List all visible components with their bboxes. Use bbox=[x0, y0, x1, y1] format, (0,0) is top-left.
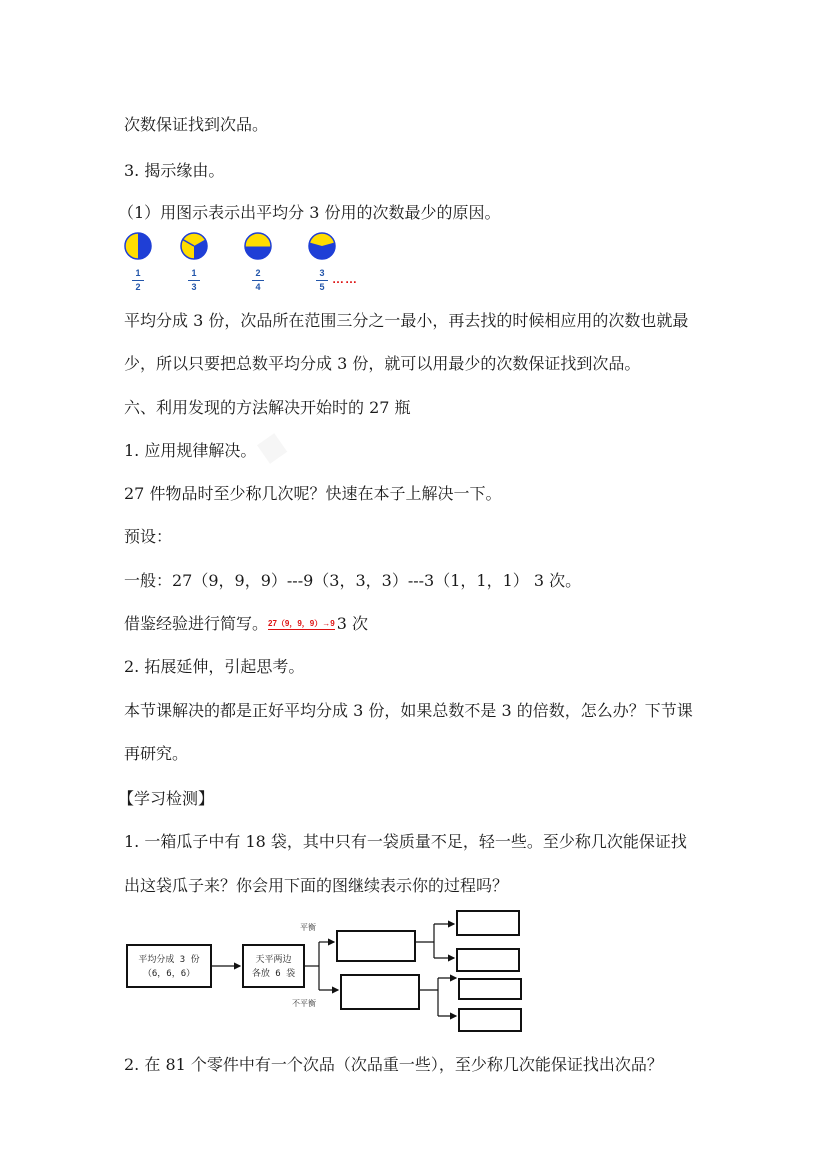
flow-box-balance bbox=[242, 944, 305, 988]
text-line: 再研究。 bbox=[124, 744, 189, 763]
text-fragment: 借鉴经验进行简写。 bbox=[124, 614, 269, 633]
fraction-label: 2 4 bbox=[244, 268, 272, 293]
text-line: 平均分成 3 份，次品所在范围三分之一最小，再去找的时候相应用的次数也就最 bbox=[124, 311, 689, 330]
section-heading: 六、利用发现的方法解决开始时的 27 瓶 bbox=[124, 398, 411, 417]
section-heading: 2. 拓展延伸，引起思考。 bbox=[124, 657, 305, 676]
flow-box-text: 平均分成 3 份 bbox=[138, 955, 200, 965]
text-line: 27 件物品时至少称几次呢？快速在本子上解决一下。 bbox=[124, 484, 502, 503]
flow-box-text: （6，6，6） bbox=[142, 969, 196, 979]
shorthand-formula: 27（9，9，9）→9 bbox=[268, 619, 335, 628]
pie-one-half bbox=[124, 232, 152, 260]
text-line: 次数保证找到次品。 bbox=[124, 115, 269, 134]
flow-box-empty bbox=[456, 948, 520, 972]
section-heading: 【学习检测】 bbox=[118, 789, 215, 808]
unbalanced-label: 不平衡 bbox=[292, 999, 316, 1008]
pie-two-quarters bbox=[244, 232, 272, 260]
text-line: 一般：27（9，9，9）---9（3，3，3）---3（1，1，1） 3 次。 bbox=[124, 571, 582, 590]
text-line bbox=[124, 613, 368, 635]
text-fragment: 3 次 bbox=[336, 614, 368, 633]
balanced-label: 平衡 bbox=[300, 923, 316, 932]
flow-box-text: 各放 6 袋 bbox=[251, 969, 296, 979]
pie-three-fifths bbox=[308, 232, 336, 260]
fraction-label: 3 5 bbox=[308, 268, 336, 293]
text-line: 1. 一箱瓜子中有 18 袋，其中只有一袋质量不足，轻一些。至少称几次能保证找 bbox=[124, 832, 687, 851]
flow-box-text: 天平两边 bbox=[255, 955, 292, 965]
fraction-pie-figure bbox=[124, 232, 384, 300]
fraction-dots: …… bbox=[332, 272, 358, 286]
text-line: 预设： bbox=[124, 527, 173, 546]
flow-box-empty bbox=[456, 910, 520, 936]
fraction-label: 1 2 bbox=[124, 268, 152, 293]
flow-box-empty bbox=[458, 1008, 522, 1032]
text-line: 本节课解决的都是正好平均分成 3 份，如果总数不是 3 的倍数，怎么办？下节课 bbox=[124, 701, 693, 720]
flow-box-divide bbox=[126, 944, 212, 988]
text-line: 出这袋瓜子来？你会用下面的图继续表示你的过程吗？ bbox=[124, 876, 509, 895]
pie-one-third bbox=[180, 232, 208, 260]
text-line: （1）用图示表示出平均分 3 份用的次数最少的原因。 bbox=[118, 203, 501, 222]
flow-box-empty bbox=[336, 930, 416, 962]
text-line: 少，所以只要把总数平均分成 3 份，就可以用最少的次数保证找到次品。 bbox=[124, 354, 641, 373]
fraction-label: 1 3 bbox=[180, 268, 208, 293]
section-heading: 3. 揭示缘由。 bbox=[124, 161, 225, 180]
flow-box-empty bbox=[340, 974, 420, 1010]
flow-box-empty bbox=[458, 978, 522, 1000]
text-line: 2. 在 81 个零件中有一个次品（次品重一些），至少称几次能保证找出次品？ bbox=[124, 1055, 663, 1074]
section-heading: 1. 应用规律解决。 bbox=[124, 441, 257, 460]
weighing-flowchart bbox=[124, 902, 534, 1038]
